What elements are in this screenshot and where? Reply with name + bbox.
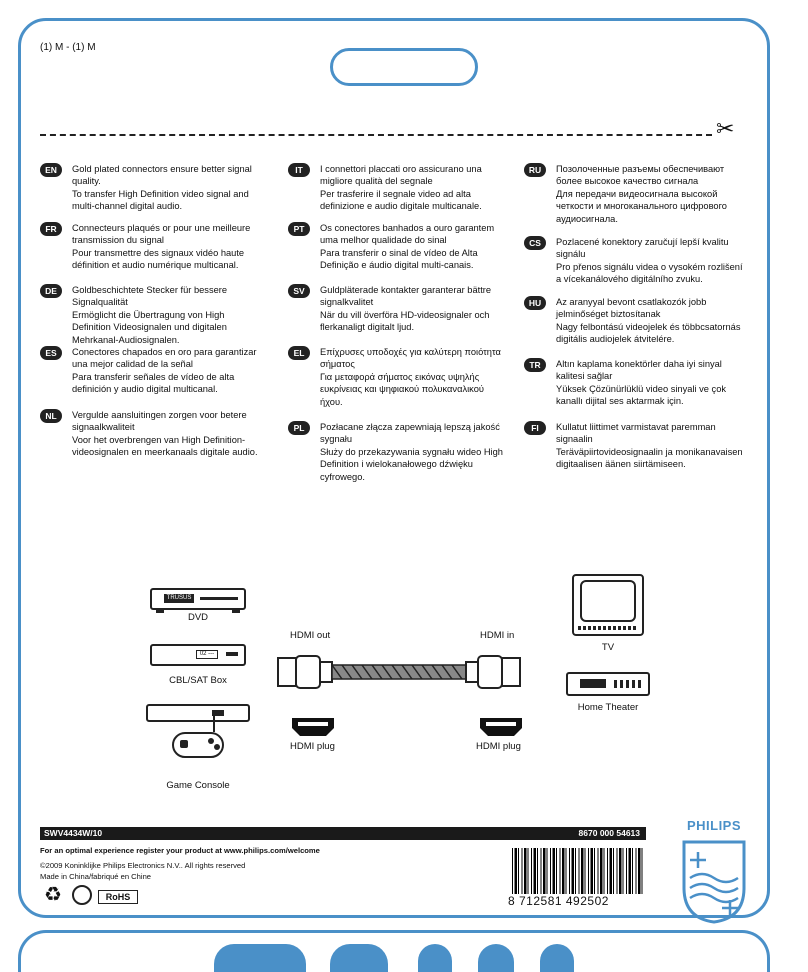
lang-badge: PL xyxy=(288,421,310,435)
product-band xyxy=(40,827,646,840)
label-tv: TV xyxy=(601,642,615,653)
philips-logo xyxy=(676,818,752,924)
label-game-console: Game Console xyxy=(166,780,230,791)
lang-line: Kullatut liittimet varmistavat paremman signaalin xyxy=(556,422,716,445)
label-hdmi-plug-right: HDMI plug xyxy=(476,741,521,752)
lang-block-fr xyxy=(40,222,260,272)
lang-line: Per trasferire il segnale video ad alta definizione e audio digitale multicanale. xyxy=(320,188,482,212)
hang-hole xyxy=(330,48,478,86)
lang-block-hu xyxy=(524,296,744,346)
cut-line xyxy=(40,134,712,136)
lang-line: Para transferir o sinal de vídeo de Alta Definição e áudio digital multi-canais. xyxy=(320,247,478,271)
label-hdmi-plug-left: HDMI plug xyxy=(290,741,335,752)
brand-bar-fragment xyxy=(330,944,388,972)
lang-block-el xyxy=(288,346,508,408)
lang-badge: CS xyxy=(524,236,546,250)
package-card-bottom xyxy=(18,930,770,972)
lang-line: I connettori placcati oro assicurano una migliore qualità del segnale xyxy=(320,164,482,187)
lang-block-pt xyxy=(288,222,508,272)
rohs-text: RoHS xyxy=(105,892,131,902)
green-dot-icon xyxy=(72,885,92,905)
lang-badge: TR xyxy=(524,358,546,372)
lang-block-pl xyxy=(288,421,508,483)
lang-line: Voor het overbrengen van High Definition-videosignalen en meerkanaals digitale audio. xyxy=(72,434,258,458)
model-code: (1) M - (1) M xyxy=(40,42,96,53)
brand-bar-fragment xyxy=(214,944,306,972)
lang-line: Az aranyyal bevont csatlakozók jobb jelminőséget biztosítanak xyxy=(556,297,707,320)
lang-badge: PT xyxy=(288,222,310,236)
label-cbl-sat-box: CBL/SAT Box xyxy=(169,675,227,686)
lang-block-de xyxy=(40,284,260,346)
label-dvd: DVD xyxy=(187,612,209,623)
brand-bar-fragment xyxy=(478,944,514,972)
lang-line: När du vill överföra HD-videosignaler och flerkanaligt digitalt ljud. xyxy=(320,309,490,333)
lang-line: Conectores chapados en oro para garantizar una mejor calidad de la señal xyxy=(72,347,257,370)
brand-name: PHILIPS xyxy=(686,818,742,833)
lang-line: Для передачи видеосигнала высокой четкости и многоканального цифрового аудиосигнала. xyxy=(556,188,727,224)
model-number: SWV4434W/10 xyxy=(44,828,103,838)
lang-block-fi xyxy=(524,421,744,471)
lang-block-nl xyxy=(40,409,260,459)
recycle-icon: ♻ xyxy=(44,884,62,906)
scissors-icon: ✂ xyxy=(716,116,735,141)
lang-badge: ES xyxy=(40,346,62,360)
dvd-display: TRUSUS xyxy=(164,594,194,603)
lang-badge: EN xyxy=(40,163,62,177)
label-hdmi-in: HDMI in xyxy=(480,630,515,641)
made-in-text: Made in China/fabriqué en Chine xyxy=(40,872,152,881)
lang-line: Ermöglicht die Übertragung von High Definition Videosignalen und digitalen Mehrkanal-Audiosignalen. xyxy=(72,309,227,345)
lang-line: Позолоченные разъемы обеспечивают более высокое качество сигнала xyxy=(556,164,725,187)
label-home-theater: Home Theater xyxy=(577,702,639,713)
rohs-badge xyxy=(98,890,138,904)
lang-block-en xyxy=(40,163,260,213)
lang-line: Służy do przekazywania sygnału wideo High Definition i wielokanałowego dźwięku cyfrowego. xyxy=(320,446,503,482)
hdmi-cable-illustration xyxy=(276,650,522,694)
lang-line: Guldpläterade kontakter garanterar bättre signalkvalitet xyxy=(320,285,492,308)
lang-block-cs xyxy=(524,236,744,286)
lang-line: Για μεταφορά σήματος εικόνας υψηλής ευκρίνειας και ψηφιακού πολυκαναλικού ήχου. xyxy=(320,371,484,407)
lang-badge: DE xyxy=(40,284,62,298)
lang-block-it xyxy=(288,163,508,213)
lang-line: Vergulde aansluitingen zorgen voor betere signaalkwaliteit xyxy=(72,410,247,433)
lang-line: Gold plated connectors ensure better signal quality. xyxy=(72,164,252,187)
lang-line: Yüksek Çözünürlüklü video sinyali ve çok kanallı dijital ses aktarmak için. xyxy=(556,383,727,407)
lang-block-sv xyxy=(288,284,508,334)
lang-line: Teräväpiirtovideosignaalin ja monikanavaisen digitaalisen äänen siirtämiseen. xyxy=(556,446,743,470)
lang-line: Os conectores banhados a ouro garantem uma melhor qualidade do sinal xyxy=(320,223,495,246)
lang-line: To transfer High Definition video signal and multi-channel digital audio. xyxy=(72,188,249,212)
register-text: For an optimal experience register your product at www.philips.com/welcome xyxy=(40,846,320,855)
cbl-display: 02 --- xyxy=(196,650,218,659)
lang-badge: NL xyxy=(40,409,62,423)
barcode-bars xyxy=(512,848,644,894)
lang-line: Para transferir señales de vídeo de alta definición y audio digital multicanal. xyxy=(72,371,235,395)
hdmi-plug-icon xyxy=(290,716,336,738)
lang-badge: FI xyxy=(524,421,546,435)
brand-bar-fragment xyxy=(418,944,452,972)
lang-line: Nagy felbontású videojelek és többcsatornás digitális audiojelek átvitelére. xyxy=(556,321,741,345)
lang-line: Pozlacené konektory zaručují lepší kvalitu signálu xyxy=(556,237,729,260)
lang-line: Goldbeschichtete Stecker für bessere Signalqualität xyxy=(72,285,228,308)
hdmi-plug-icon xyxy=(478,716,524,738)
lang-block-ru xyxy=(524,163,744,225)
lang-badge: FR xyxy=(40,222,62,236)
lang-line: Pro přenos signálu videa o vysokém rozlišení a vícekanálového digitálního zvuku. xyxy=(556,261,743,285)
label-hdmi-out: HDMI out xyxy=(290,630,331,641)
barcode-number: 8 712581 492502 xyxy=(508,894,609,908)
lang-badge: RU xyxy=(524,163,546,177)
copyright-text: ©2009 Koninklijke Philips Electronics N.V.. All rights reserved xyxy=(40,861,246,870)
barcode xyxy=(508,848,648,910)
lang-block-tr xyxy=(524,358,744,408)
lang-badge: EL xyxy=(288,346,310,360)
lang-line: Altın kaplama konektörler daha iyi sinyal kalitesi sağlar xyxy=(556,359,722,382)
lang-badge: SV xyxy=(288,284,310,298)
lang-line: Επίχρυσες υποδοχές για καλύτερη ποιότητα σήματος xyxy=(320,347,501,370)
lang-block-es xyxy=(40,346,260,396)
lang-badge: HU xyxy=(524,296,546,310)
lang-line: Pour transmettre des signaux vidéo haute définition et audio numérique multicanal. xyxy=(72,247,245,271)
brand-bar-fragment xyxy=(540,944,574,972)
philips-shield-icon xyxy=(680,838,748,924)
lang-line: Connecteurs plaqués or pour une meilleure transmission du signal xyxy=(72,223,251,246)
lang-badge: IT xyxy=(288,163,310,177)
article-number: 8670 000 54613 xyxy=(578,828,640,838)
lang-line: Pozłacane złącza zapewniają lepszą jakość sygnału xyxy=(320,422,500,445)
